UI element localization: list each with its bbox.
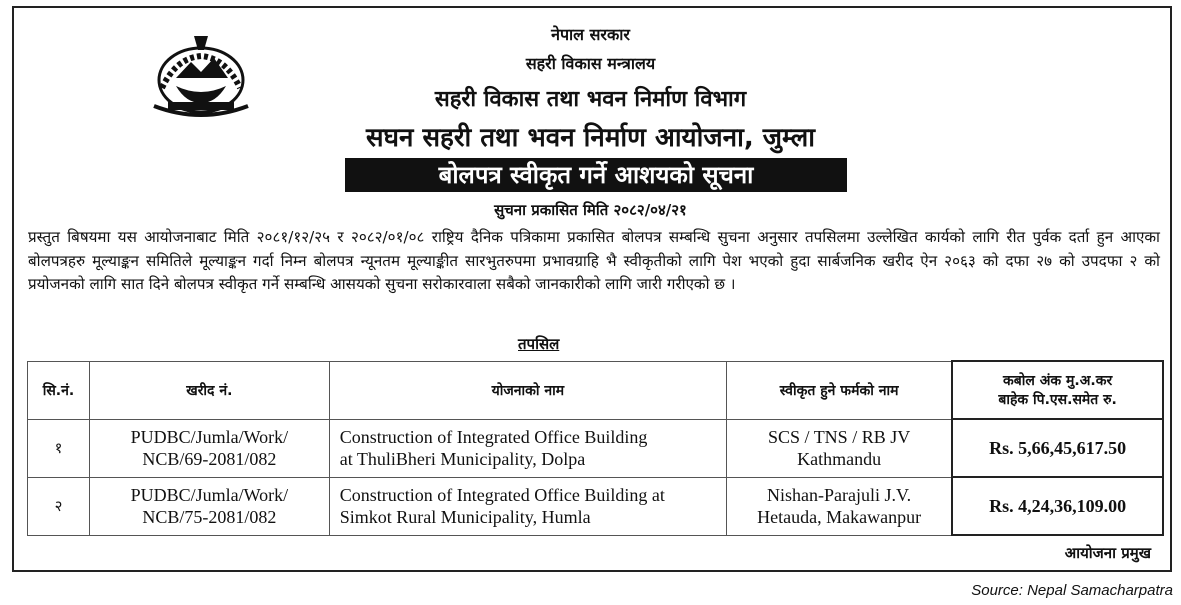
- bid-table: [27, 360, 1164, 536]
- col-header-procurement: खरीद नं.: [89, 361, 329, 419]
- ministry-name: सहरी विकास मन्त्रालय: [525, 54, 656, 73]
- table-row: [28, 477, 1164, 535]
- cell-project-line1: Construction of Integrated Office Building: [339, 427, 648, 447]
- cell-firm-line1: SCS / TNS / RB JV: [767, 427, 911, 447]
- cell-firm-line2: Hetauda, Makawanpur: [757, 507, 922, 527]
- cell-procurement-line2: NCB/69-2081/082: [142, 449, 277, 469]
- schedule-heading: तपसिल: [518, 335, 560, 353]
- col-header-amount: [952, 361, 1163, 419]
- project-office-name: सघन सहरी तथा भवन निर्माण आयोजना, जुम्ला: [366, 123, 815, 153]
- notice-title-banner: बोलपत्र स्वीकृत गर्ने आशयको सूचना: [345, 158, 847, 192]
- cell-sn: १: [28, 419, 90, 477]
- col-header-amount-line1: कबोल अंक मु.अ.कर: [1002, 373, 1113, 389]
- cell-project-line2: at ThuliBheri Municipality, Dolpa: [339, 449, 586, 469]
- col-header-sn: सि.नं.: [28, 361, 90, 419]
- cell-firm-line2: Kathmandu: [797, 449, 882, 469]
- cell-firm-line1: Nishan-Parajuli J.V.: [767, 485, 912, 505]
- cell-procurement: [89, 477, 329, 535]
- cell-sn: २: [28, 477, 90, 535]
- col-header-amount-line2: बाहेक पि.एस.समेत रु.: [998, 392, 1117, 408]
- col-header-project: योजनाको नाम: [329, 361, 726, 419]
- cell-procurement-line2: NCB/75-2081/082: [142, 507, 277, 527]
- cell-amount: Rs. 4,24,36,109.00: [952, 477, 1163, 535]
- cell-project: [329, 477, 726, 535]
- cell-firm: [727, 477, 953, 535]
- cell-procurement-line1: PUDBC/Jumla/Work/: [130, 485, 289, 505]
- cell-firm: [727, 419, 953, 477]
- department-name: सहरी विकास तथा भवन निर्माण विभाग: [434, 87, 747, 112]
- table-row: [28, 419, 1164, 477]
- source-caption: Source: Nepal Samacharpatra: [971, 582, 1173, 599]
- govt-name: नेपाल सरकार: [551, 25, 630, 44]
- cell-procurement-line1: PUDBC/Jumla/Work/: [130, 427, 289, 447]
- cell-procurement: [89, 419, 329, 477]
- notice-paragraph: प्रस्तुत बिषयमा यस आयोजनाबाट मिति २०८१/१२/२५ र २०८२/०१/०८ राष्ट्रिय दैनिक पत्रिकामा प्रकासित बोलपत्र सम्बन्धि सुचना अनुसार तपसिलमा उल्लेखित कार्यको लागि रीत पुर्वक दर्ता हुन आएका बोलपत्रहरु मूल्याङ्कन समितिले मूल्याङ्कन गर्दा निम्न बोलपत्र न्यूनतम मूल्याङ्कीत सारभुतरुपमा प्रभावग्राहि भै स्वीकृतीको लागि पेश भएको हुदा सार्बजनिक खरीद ऐन २०६३ को दफा २७ को उपदफा २ को प्रयोजनको लागि सात दिने बोलपत्र स्वीकृत गर्ने सम्बन्धि आसयको सुचना सरोकारवाला सबैको जानकारीको लागि जारी गरीएको छ ।: [28, 228, 1160, 293]
- cell-project-line1: Construction of Integrated Office Building at: [339, 485, 665, 505]
- cell-amount: Rs. 5,66,45,617.50: [952, 419, 1163, 477]
- cell-project-line2: Simkot Rural Municipality, Humla: [339, 507, 591, 527]
- cell-project: [329, 419, 726, 477]
- signatory-label: आयोजना प्रमुख: [1064, 544, 1151, 562]
- col-header-firm: स्वीकृत हुने फर्मको नाम: [727, 361, 953, 419]
- table-header-row: [28, 361, 1164, 419]
- publish-date: सुचना प्रकासित मिति २०८२/०४/२१: [494, 201, 687, 219]
